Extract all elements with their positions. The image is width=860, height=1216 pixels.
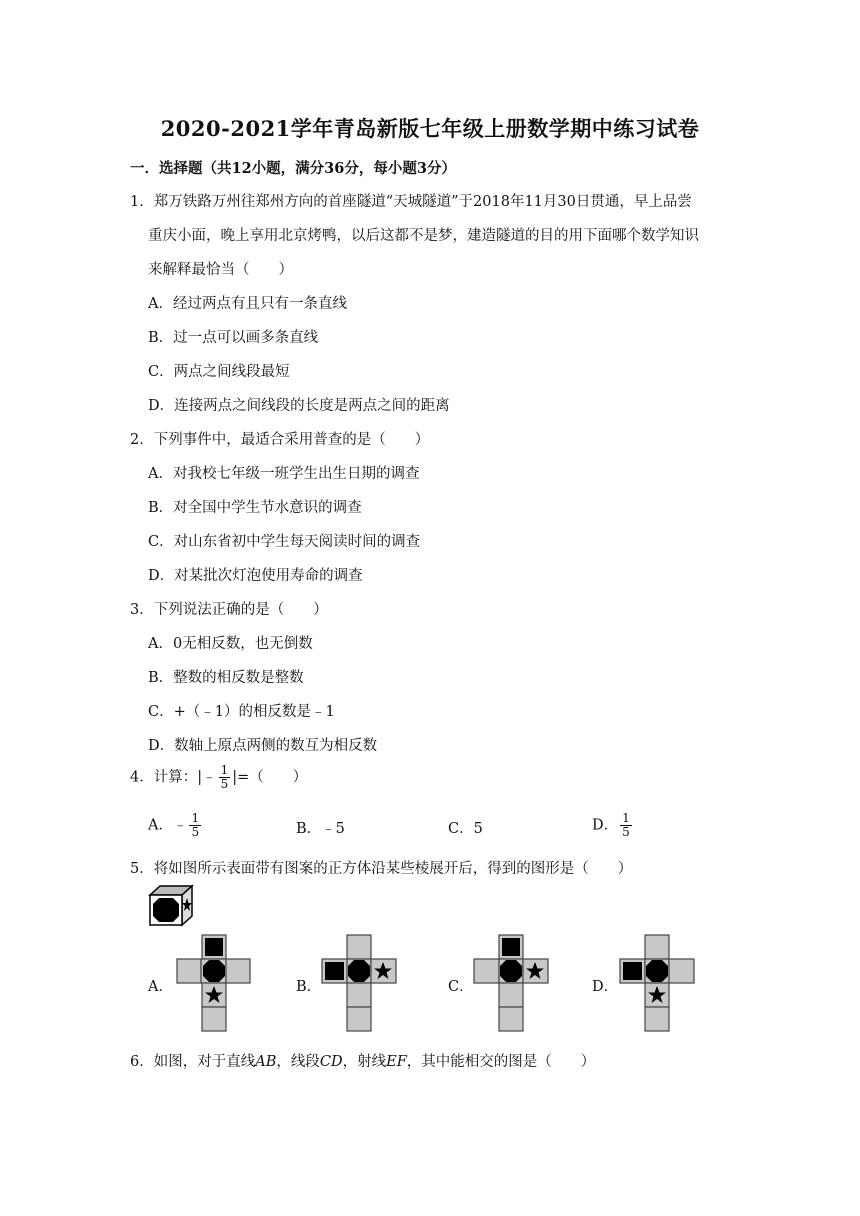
q4-option-d	[592, 812, 634, 839]
q3-option-d: D．数轴上原点两侧的数互为相反数	[148, 738, 378, 754]
q6-segment-cd: CD	[319, 1054, 343, 1070]
q4-fraction	[219, 764, 231, 791]
q2-option-a: A．对我校七年级一班学生出生日期的调查	[148, 466, 420, 482]
q1-stem-line3: 来解释最恰当（ ）	[148, 262, 293, 278]
q6-stem-mid1: ，线段	[276, 1054, 320, 1070]
q4-option-a-prefix: A．﹣	[148, 817, 188, 834]
q6-stem-prefix: 6．如图，对于直线	[130, 1054, 256, 1070]
fraction-numerator: 1	[622, 811, 630, 825]
net-a-figure	[176, 934, 252, 1033]
net-d-figure	[618, 934, 698, 1033]
q1-stem-line2: 重庆小面，晚上享用北京烤鸭，以后这都不是梦，建造隧道的目的用下面哪个数学知识	[148, 228, 699, 244]
q3-option-a: A．0无相反数，也无倒数	[148, 636, 313, 652]
q6-line-ab: AB	[255, 1054, 277, 1070]
q1-option-d: D．连接两点之间线段的长度是两点之间的距离	[148, 398, 450, 414]
q1-option-c: C．两点之间线段最短	[148, 364, 290, 380]
q5-stem: 5．将如图所示表面带有图案的正方体沿某些棱展开后，得到的图形是（ ）	[130, 861, 633, 877]
q4-option-b: B．﹣5	[296, 821, 345, 837]
q2-stem: 2．下列事件中，最适合采用普查的是（ ）	[130, 432, 430, 448]
q4-option-d-fraction	[620, 812, 632, 839]
q2-option-c: C．对山东省初中学生每天阅读时间的调查	[148, 534, 421, 550]
fraction-numerator: 1	[191, 811, 200, 825]
q2-option-b: B．对全国中学生节水意识的调查	[148, 500, 362, 516]
fraction-numerator: 1	[220, 763, 229, 777]
page-title: 2020-2021学年青岛新版七年级上册数学期中练习试卷	[160, 116, 700, 141]
q3-option-b: B．整数的相反数是整数	[148, 670, 304, 686]
q6-ray-ef: EF	[386, 1054, 407, 1070]
q1-stem-line1: 1．郑万铁路万州往郑州方向的首座隧道“天城隧道”于2018年11月30日贯通，早上品尝	[130, 194, 692, 210]
q2-option-d: D．对某批次灯泡使用寿命的调查	[148, 568, 363, 584]
q1-option-a: A．经过两点有且只有一条直线	[148, 296, 347, 312]
cube-figure	[148, 883, 194, 927]
q4-option-a-fraction	[189, 812, 201, 839]
net-c-figure	[472, 934, 552, 1033]
fraction-denominator: 5	[220, 777, 229, 791]
q4-option-a	[148, 812, 203, 839]
q4-option-d-prefix: D．	[592, 817, 619, 834]
q4-stem	[130, 764, 307, 791]
q5-option-a-label: A．	[148, 979, 173, 995]
q6-stem-suffix: ，其中能相交的图是（ ）	[406, 1054, 596, 1070]
q1-option-b: B．过一点可以画多条直线	[148, 330, 319, 346]
q6-stem	[130, 1050, 595, 1071]
q4-option-c: C．5	[448, 821, 483, 837]
fraction-denominator: 5	[622, 825, 630, 839]
q3-stem: 3．下列说法正确的是（ ）	[130, 602, 328, 618]
q4-stem-prefix: 4．计算：|﹣	[130, 769, 217, 786]
fraction-denominator: 5	[191, 825, 200, 839]
q5-option-d-label: D．	[592, 979, 619, 995]
section-heading: 一．选择题（共12小题，满分36分，每小题3分）	[130, 160, 456, 177]
q6-stem-mid2: ，射线	[342, 1054, 387, 1070]
q5-option-c-label: C．	[448, 979, 474, 995]
q3-option-c: C．+（﹣1）的相反数是﹣1	[148, 704, 335, 720]
q5-option-b-label: B．	[296, 979, 322, 995]
net-b-figure	[320, 934, 400, 1033]
q4-stem-suffix: |=（ ）	[232, 769, 308, 786]
